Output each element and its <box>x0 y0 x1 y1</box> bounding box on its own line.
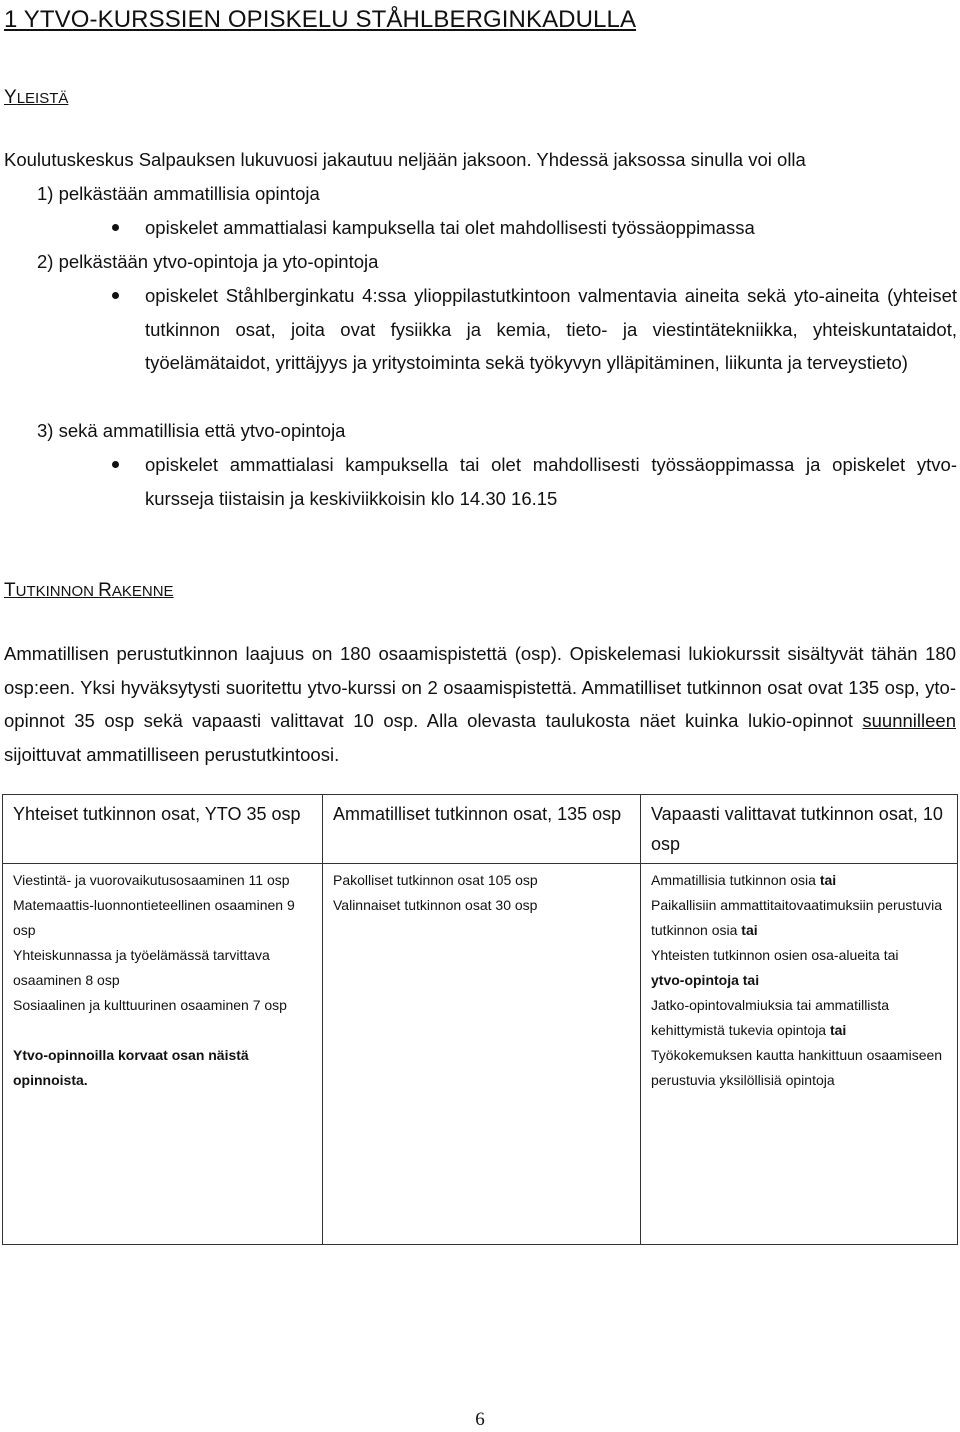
list-item: ytvo-opintoja tai <box>651 972 760 988</box>
list-item: Viestintä- ja vuorovaikutusosaaminen 11 osp <box>13 872 290 888</box>
list-item: Valinnaiset tutkinnon osat 30 osp <box>333 897 538 913</box>
table-header-vocational: Ammatilliset tutkinnon osat, 135 osp <box>323 795 641 864</box>
option-3-label: 3) sekä ammatillisia että ytvo-opintoja <box>37 420 346 441</box>
list-item: Pakolliset tutkinnon osat 105 osp <box>333 872 538 888</box>
emphasis-underlined: suunnilleen <box>862 710 956 731</box>
yto-column <box>3 864 323 1245</box>
bullet-icon <box>112 292 119 299</box>
option-2-label: 2) pelkästään ytvo-opintoja ja yto-opintoja <box>37 251 379 272</box>
list-item: Jatko-opintovalmiuksia tai ammatillista kehittymistä tukevia opintoja tai <box>651 997 890 1038</box>
list-item: Yhteisten tutkinnon osien osa-alueita tai <box>651 947 899 963</box>
bullet-icon <box>112 224 119 231</box>
list-item: Sosiaalinen ja kulttuurinen osaaminen 7 osp <box>13 997 287 1013</box>
table-header-row <box>3 795 958 864</box>
option-1-label: 1) pelkästään ammatillisia opintoja <box>37 183 320 204</box>
section-heading-structure: TUTKINNON RAKENNE <box>4 580 174 601</box>
list-item: Paikallisiin ammattitaitovaatimuksiin perustuvia tutkinnon osia tai <box>651 897 943 938</box>
optional-column <box>641 864 958 1245</box>
section-heading-general: YLEISTÄ <box>4 87 69 108</box>
table-header-yto: Yhteiset tutkinnon osat, YTO 35 osp <box>3 795 323 864</box>
table-row <box>3 864 958 1245</box>
vocational-column <box>323 864 641 1245</box>
option-3-bullet: opiskelet ammattialasi kampuksella tai olet mahdollisesti työssäoppimassa ja opiskelet ytvo-kursseja tiistaisin ja keskiviikkoisin klo 14.30 16.15 <box>145 454 957 509</box>
list-item: Matemaattis-luonnontieteellinen osaaminen 9 osp <box>13 897 295 938</box>
bullet-icon <box>112 461 119 468</box>
option-1-bullet: opiskelet ammattialasi kampuksella tai olet mahdollisesti työssäoppimassa <box>145 217 755 238</box>
degree-structure-table <box>2 794 958 1245</box>
yto-note: Ytvo-opinnoilla korvaat osan näistä opinnoista. <box>13 1047 249 1088</box>
page-title: 1 YTVO-KURSSIEN OPISKELU STÅHLBERGINKADULLA <box>4 6 637 33</box>
structure-paragraph: Ammatillisen perustutkinnon laajuus on 180 osaamispistettä (osp). Opiskelemasi lukiokurssit sisältyvät tähän 180 osp:een. Yksi hyväksytysti suoritettu ytvo-kurssi on 2 osaamispistettä. Ammatilliset tutkinnon osat ovat 135 osp, yto-opinnot 35 osp sekä vapaasti valittavat 10 osp. Alla olevasta taulukosta näet kuinka lukio-opinnot suunnilleen sijoittuvat ammatilliseen perustutkintoosi. <box>4 643 956 765</box>
page-number: 6 <box>475 1409 485 1430</box>
list-item: Yhteiskunnassa ja työelämässä tarvittava osaaminen 8 osp <box>13 947 270 988</box>
table-header-optional: Vapaasti valittavat tutkinnon osat, 10 osp <box>641 795 958 864</box>
list-item: Työkokemuksen kautta hankittuun osaamiseen perustuvia yksilöllisiä opintoja <box>651 1047 943 1088</box>
intro-text: Koulutuskeskus Salpauksen lukuvuosi jakautuu neljään jaksoon. Yhdessä jaksossa sinulla voi olla <box>4 149 806 170</box>
list-item: Ammatillisia tutkinnon osia tai <box>651 872 837 888</box>
option-2-bullet: opiskelet Ståhlberginkatu 4:ssa ylioppilastutkintoon valmentavia aineita sekä yto-aineita (yhteiset tutkinnon osat, joita ovat fysiikka ja kemia, tieto- ja viestintätekniikka, yhteiskuntataidot, työelämätaidot, yrittäjyys ja yritystoiminta sekä työkyvyn ylläpitäminen, liikunta ja terveystieto) <box>145 285 957 373</box>
